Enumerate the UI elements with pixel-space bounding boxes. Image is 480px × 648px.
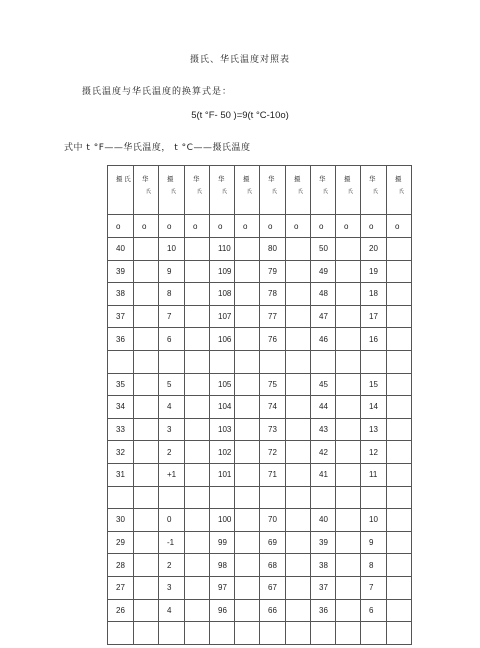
table-cell <box>185 486 210 509</box>
table-cell <box>387 554 412 577</box>
table-cell: 26 <box>108 599 134 622</box>
header-sublabel: 氏 <box>373 189 379 195</box>
degree-cell: o <box>185 215 210 238</box>
table-cell <box>336 531 361 554</box>
header-sublabel: 氏 <box>146 189 152 195</box>
table-cell <box>387 260 412 283</box>
table-cell: 15 <box>361 373 387 396</box>
document-title: 摄氏、华氏温度对照表 <box>189 55 290 65</box>
table-cell <box>286 463 311 486</box>
table-cell: 14 <box>361 396 387 419</box>
table-cell <box>387 418 412 441</box>
table-cell <box>336 622 361 645</box>
table-cell <box>336 283 361 306</box>
table-cell <box>286 554 311 577</box>
table-cell <box>235 622 260 645</box>
table-cell <box>235 283 260 306</box>
table-cell: 33 <box>108 418 134 441</box>
temperature-table <box>107 165 412 645</box>
table-cell <box>387 441 412 464</box>
table-cell: 9 <box>361 531 387 554</box>
table-cell: 29 <box>108 531 134 554</box>
table-cell <box>134 622 159 645</box>
header-sublabel: 氏 <box>399 189 405 195</box>
table-cell: 68 <box>260 554 286 577</box>
table-cell <box>134 283 159 306</box>
table-cell <box>286 373 311 396</box>
table-cell: 71 <box>260 463 286 486</box>
table-cell <box>185 260 210 283</box>
table-cell: 98 <box>210 554 235 577</box>
table-cell: 11 <box>361 463 387 486</box>
table-cell <box>185 396 210 419</box>
table-cell <box>108 622 134 645</box>
table-cell <box>260 486 286 509</box>
table-cell <box>387 238 412 261</box>
table-cell <box>336 396 361 419</box>
table-cell <box>235 554 260 577</box>
table-cell <box>185 554 210 577</box>
table-cell: 5 <box>159 373 185 396</box>
table-cell <box>235 531 260 554</box>
table-cell <box>235 441 260 464</box>
table-cell <box>311 350 336 373</box>
table-cell <box>387 328 412 351</box>
table-cell <box>235 373 260 396</box>
table-cell: 40 <box>108 238 134 261</box>
table-cell <box>134 531 159 554</box>
table-row <box>108 373 412 396</box>
table-cell: 13 <box>361 418 387 441</box>
formula-legend: 式中 t °F——华氏温度， t °C——摄氏温度 <box>64 143 251 153</box>
degree-row <box>108 215 412 238</box>
table-cell: 47 <box>311 305 336 328</box>
table-cell <box>387 350 412 373</box>
table-cell <box>235 305 260 328</box>
table-cell <box>185 373 210 396</box>
table-cell <box>235 509 260 532</box>
table-cell <box>336 486 361 509</box>
table-cell: 75 <box>260 373 286 396</box>
header-cell <box>311 166 336 215</box>
table-cell <box>185 418 210 441</box>
table-cell <box>286 622 311 645</box>
table-cell: 8 <box>361 554 387 577</box>
table-cell <box>134 463 159 486</box>
table-cell <box>134 418 159 441</box>
table-cell: 97 <box>210 576 235 599</box>
table-cell: 48 <box>311 283 336 306</box>
table-cell <box>134 238 159 261</box>
table-cell: 17 <box>361 305 387 328</box>
table-cell <box>361 350 387 373</box>
table-cell <box>235 260 260 283</box>
table-cell: 9 <box>159 260 185 283</box>
table-cell <box>387 305 412 328</box>
table-cell: 27 <box>108 576 134 599</box>
table-cell <box>185 350 210 373</box>
table-cell <box>235 576 260 599</box>
header-cell <box>286 166 311 215</box>
header-sublabel: 氏 <box>323 189 329 195</box>
table-cell <box>286 509 311 532</box>
table-cell: 66 <box>260 599 286 622</box>
table-cell <box>336 328 361 351</box>
table-cell <box>108 486 134 509</box>
table-cell: 42 <box>311 441 336 464</box>
table-cell <box>336 576 361 599</box>
header-label: 摄 <box>395 176 402 183</box>
table-cell <box>210 486 235 509</box>
table-cell: 80 <box>260 238 286 261</box>
header-cell <box>361 166 387 215</box>
table-cell <box>134 396 159 419</box>
table-cell: 76 <box>260 328 286 351</box>
header-label: 摄 <box>344 176 351 183</box>
table-cell: 10 <box>159 238 185 261</box>
table-cell <box>260 622 286 645</box>
header-label: 华 <box>319 176 326 183</box>
table-cell <box>134 328 159 351</box>
table-cell <box>235 350 260 373</box>
table-cell: 3 <box>159 418 185 441</box>
temperature-table-body <box>108 166 412 645</box>
table-cell <box>159 486 185 509</box>
table-cell <box>336 418 361 441</box>
table-row <box>108 305 412 328</box>
table-row <box>108 418 412 441</box>
table-cell <box>159 350 185 373</box>
table-cell <box>159 622 185 645</box>
table-row <box>108 238 412 261</box>
table-cell: 105 <box>210 373 235 396</box>
table-cell: 19 <box>361 260 387 283</box>
header-label: 华 <box>268 176 275 183</box>
degree-cell: o <box>108 215 134 238</box>
table-cell: 39 <box>311 531 336 554</box>
table-cell <box>185 576 210 599</box>
table-cell: 3 <box>159 576 185 599</box>
table-cell <box>210 350 235 373</box>
table-cell <box>185 305 210 328</box>
table-cell: 96 <box>210 599 235 622</box>
header-sublabel: 氏 <box>222 189 228 195</box>
header-cell <box>134 166 159 215</box>
table-cell: 72 <box>260 441 286 464</box>
table-cell: 99 <box>210 531 235 554</box>
table-cell <box>336 350 361 373</box>
table-cell: 77 <box>260 305 286 328</box>
table-cell <box>286 350 311 373</box>
degree-cell: o <box>210 215 235 238</box>
table-cell: 40 <box>311 509 336 532</box>
table-cell <box>134 350 159 373</box>
table-cell: 110 <box>210 238 235 261</box>
table-cell: 37 <box>108 305 134 328</box>
table-cell <box>336 441 361 464</box>
table-cell <box>235 599 260 622</box>
table-cell <box>108 350 134 373</box>
table-cell: 49 <box>311 260 336 283</box>
table-cell <box>185 441 210 464</box>
table-cell <box>336 305 361 328</box>
header-sublabel: 氏 <box>298 189 304 195</box>
table-cell <box>134 441 159 464</box>
table-cell: 70 <box>260 509 286 532</box>
table-cell <box>134 576 159 599</box>
table-cell: 106 <box>210 328 235 351</box>
table-cell <box>235 328 260 351</box>
header-label: 摄 <box>294 176 301 183</box>
table-cell <box>260 350 286 373</box>
table-cell <box>286 283 311 306</box>
table-cell: 6 <box>361 599 387 622</box>
degree-cell: o <box>336 215 361 238</box>
header-sublabel: 氏 <box>197 189 203 195</box>
table-cell: +1 <box>159 463 185 486</box>
table-cell: 107 <box>210 305 235 328</box>
table-cell: 7 <box>361 576 387 599</box>
table-cell: 44 <box>311 396 336 419</box>
header-cell <box>260 166 286 215</box>
table-row <box>108 441 412 464</box>
degree-cell: o <box>260 215 286 238</box>
table-cell <box>235 486 260 509</box>
header-cell <box>185 166 210 215</box>
table-cell <box>286 418 311 441</box>
table-cell: 20 <box>361 238 387 261</box>
table-cell: -1 <box>159 531 185 554</box>
table-cell: 38 <box>108 283 134 306</box>
spacer-row <box>108 486 412 509</box>
table-cell: 16 <box>361 328 387 351</box>
table-cell: 46 <box>311 328 336 351</box>
table-cell: 2 <box>159 441 185 464</box>
table-cell <box>286 396 311 419</box>
table-cell: 67 <box>260 576 286 599</box>
table-cell <box>185 328 210 351</box>
table-cell: 108 <box>210 283 235 306</box>
table-cell: 45 <box>311 373 336 396</box>
header-label: 摄 氏 <box>116 176 131 183</box>
degree-cell: o <box>159 215 185 238</box>
header-sublabel: 氏 <box>272 189 278 195</box>
table-cell <box>235 396 260 419</box>
table-cell <box>361 486 387 509</box>
table-cell <box>185 509 210 532</box>
header-cell <box>159 166 185 215</box>
header-cell <box>210 166 235 215</box>
table-cell <box>387 373 412 396</box>
table-cell: 74 <box>260 396 286 419</box>
table-cell <box>336 463 361 486</box>
table-cell <box>235 418 260 441</box>
table-cell <box>134 260 159 283</box>
table-row <box>108 328 412 351</box>
table-cell: 69 <box>260 531 286 554</box>
table-cell: 18 <box>361 283 387 306</box>
table-cell <box>286 599 311 622</box>
table-cell: 73 <box>260 418 286 441</box>
table-cell: 2 <box>159 554 185 577</box>
table-cell: 78 <box>260 283 286 306</box>
table-row <box>108 531 412 554</box>
table-cell <box>185 238 210 261</box>
table-cell: 32 <box>108 441 134 464</box>
table-cell <box>387 283 412 306</box>
table-cell <box>134 509 159 532</box>
degree-cell: o <box>134 215 159 238</box>
table-cell <box>336 509 361 532</box>
table-cell <box>134 373 159 396</box>
table-cell <box>185 622 210 645</box>
table-row <box>108 260 412 283</box>
table-cell: 0 <box>159 509 185 532</box>
table-cell: 104 <box>210 396 235 419</box>
table-cell <box>286 260 311 283</box>
table-cell: 8 <box>159 283 185 306</box>
table-cell: 10 <box>361 509 387 532</box>
table-cell <box>387 599 412 622</box>
header-label: 华 <box>369 176 376 183</box>
table-cell <box>336 238 361 261</box>
table-cell <box>286 486 311 509</box>
table-cell <box>336 260 361 283</box>
degree-cell: o <box>361 215 387 238</box>
table-cell: 31 <box>108 463 134 486</box>
header-row <box>108 166 412 215</box>
conversion-formula: 5(t °F- 50 )=9(t °C-10o) <box>191 110 289 121</box>
table-cell <box>185 599 210 622</box>
header-cell <box>387 166 412 215</box>
header-sublabel: 氏 <box>171 189 177 195</box>
table-cell <box>336 599 361 622</box>
table-cell <box>235 463 260 486</box>
table-cell: 36 <box>108 328 134 351</box>
table-cell: 41 <box>311 463 336 486</box>
table-cell: 7 <box>159 305 185 328</box>
table-cell <box>134 599 159 622</box>
header-cell <box>336 166 361 215</box>
table-cell: 100 <box>210 509 235 532</box>
table-cell: 37 <box>311 576 336 599</box>
table-cell <box>185 283 210 306</box>
spacer-row <box>108 350 412 373</box>
table-cell <box>311 486 336 509</box>
table-cell: 6 <box>159 328 185 351</box>
table-cell: 4 <box>159 396 185 419</box>
table-cell <box>387 486 412 509</box>
table-cell <box>235 238 260 261</box>
table-row <box>108 599 412 622</box>
table-cell: 39 <box>108 260 134 283</box>
table-cell: 35 <box>108 373 134 396</box>
degree-cell: o <box>311 215 336 238</box>
table-cell: 38 <box>311 554 336 577</box>
table-cell <box>387 396 412 419</box>
table-cell: 101 <box>210 463 235 486</box>
table-cell: 103 <box>210 418 235 441</box>
table-cell: 50 <box>311 238 336 261</box>
table-cell <box>387 576 412 599</box>
table-row <box>108 554 412 577</box>
header-label: 摄 <box>167 176 174 183</box>
header-sublabel: 氏 <box>348 189 354 195</box>
table-cell <box>387 509 412 532</box>
table-cell <box>336 373 361 396</box>
table-cell <box>361 622 387 645</box>
table-cell <box>185 463 210 486</box>
degree-cell: o <box>387 215 412 238</box>
header-cell <box>235 166 260 215</box>
table-cell: 43 <box>311 418 336 441</box>
intro-text: 摄氏温度与华氏温度的换算式是： <box>82 87 233 97</box>
table-cell <box>336 554 361 577</box>
table-cell <box>387 622 412 645</box>
table-cell <box>286 531 311 554</box>
table-cell <box>286 328 311 351</box>
table-cell <box>286 238 311 261</box>
degree-cell: o <box>235 215 260 238</box>
table-row <box>108 396 412 419</box>
table-cell <box>286 305 311 328</box>
table-cell <box>134 305 159 328</box>
header-label: 摄 <box>243 176 250 183</box>
header-label: 华 <box>142 176 149 183</box>
header-cell <box>108 166 134 215</box>
table-cell: 28 <box>108 554 134 577</box>
table-cell <box>387 531 412 554</box>
table-cell <box>185 531 210 554</box>
header-label: 华 <box>218 176 225 183</box>
header-sublabel: 氏 <box>247 189 253 195</box>
table-cell: 4 <box>159 599 185 622</box>
table-row <box>108 576 412 599</box>
table-cell: 30 <box>108 509 134 532</box>
spacer-row <box>108 622 412 645</box>
table-row <box>108 509 412 532</box>
table-row <box>108 463 412 486</box>
table-cell: 79 <box>260 260 286 283</box>
table-cell: 34 <box>108 396 134 419</box>
table-cell: 12 <box>361 441 387 464</box>
degree-cell: o <box>286 215 311 238</box>
header-label: 华 <box>193 176 200 183</box>
table-cell <box>134 554 159 577</box>
table-cell: 36 <box>311 599 336 622</box>
table-cell <box>286 576 311 599</box>
table-cell <box>134 486 159 509</box>
table-cell <box>387 463 412 486</box>
table-cell <box>210 622 235 645</box>
table-cell: 102 <box>210 441 235 464</box>
table-cell <box>311 622 336 645</box>
table-row <box>108 283 412 306</box>
table-cell: 109 <box>210 260 235 283</box>
table-cell <box>286 441 311 464</box>
